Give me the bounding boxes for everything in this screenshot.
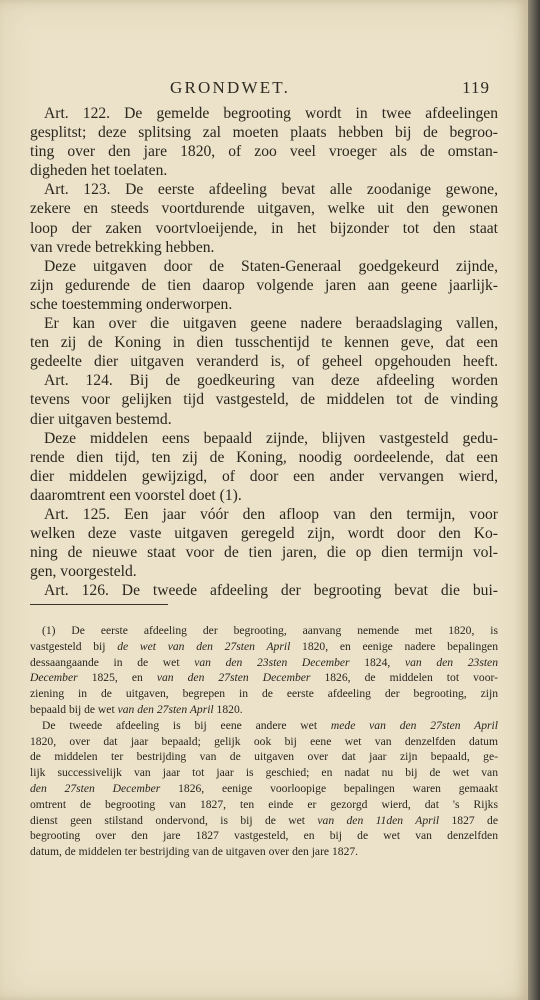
- text-line: gen, voorgesteld.: [30, 563, 137, 581]
- footnote-line: den 27sten December 1826, eenige voorloopige bepalingen waren gemaakt: [30, 781, 498, 795]
- text-line: Deze middelen eens bepaald zijnde, blijven vastgesteld gedu-: [44, 429, 498, 447]
- text-line: van vrede betrekking hebben.: [30, 238, 215, 256]
- text-line: gesplitst; deze splitsing zal moeten plaats hebben bij de begroo-: [30, 124, 498, 142]
- footnote-line: lijk successivelijk van jaar tot jaar is geschied; en nadat nu bij de wet van: [30, 766, 498, 780]
- text-line: welken deze vaste uitgaven geregeld zijn, wordt door den Ko-: [30, 525, 498, 543]
- footnote-line: De tweede afdeeling is bij eene andere wet mede van den 27sten April: [42, 718, 498, 732]
- footnote: [30, 623, 498, 860]
- text-line: daaromtrent een voorstel doet (1).: [30, 486, 242, 504]
- footnote-line: bepaald bij de wet van den 27sten April 1820.: [30, 702, 243, 716]
- text-line: ting over den jare 1820, of zoo veel vroeger als de omstan-: [30, 143, 498, 161]
- footnote-line: de middelen ter bestrijding van de uitgaven over dat jaar zijn bepaald, ge-: [30, 750, 498, 764]
- footnote-line: ziening in de uitgaven, begrepen in de eerste afdeeling der begrooting, zijn: [30, 687, 498, 701]
- text-line: ning de nieuwe staat voor de tien jaren, die op dien termijn vol-: [30, 544, 498, 562]
- footnote-line: datum, de middelen ter bestrijding van de uitgaven over den jare 1827.: [30, 845, 359, 859]
- text-line: tevens voor gelijken tijd vastgesteld, de middelen tot de vinding: [30, 391, 498, 409]
- page-number: 119: [462, 78, 490, 97]
- footnote-line: December 1825, en van den 27sten December 1826, de middelen tot voor-: [30, 671, 498, 685]
- header-title: GRONDWET.: [170, 78, 291, 97]
- footnote-line: begrooting over den jare 1827 vastgesteld, en bij de wet van denzelfden: [30, 829, 498, 843]
- text-line: Deze uitgaven door de Staten-Generaal goedgekeurd zijnde,: [44, 257, 498, 275]
- text-line: zijn gedurende de tien daarop volgende jaren aan geene jaarlijk-: [30, 276, 498, 294]
- text-line: Art. 123. De eerste afdeeling bevat alle zoodanige gewone,: [44, 181, 498, 199]
- footnote-rule: [30, 604, 168, 605]
- text-line: loop der zaken voortvloeijende, in het bijzonder tot den staat: [30, 219, 498, 237]
- footnote-line: vastgesteld bij de wet van den 27sten April 1820, en eenige nadere bepalingen: [30, 639, 498, 653]
- footnote-line: omtrent de begrooting van 1827, ten einde er gezorgd wierd, dat 's Rijks: [30, 797, 498, 811]
- text-line: Art. 126. De tweede afdeeling der begrooting bevat die bui-: [44, 582, 498, 600]
- text-line: sche toestemming onderworpen.: [30, 295, 233, 313]
- main-text: [30, 104, 498, 600]
- text-line: gedeelte dier uitgaven veranderd is, of geheel opgehouden heeft.: [30, 353, 498, 371]
- text-line: Art. 122. De gemelde begrooting wordt in twee afdeelingen: [44, 105, 498, 122]
- text-line: rende dien tijd, ten zij de Koning, noodig oordeelende, dat een: [30, 448, 498, 466]
- footnote-line: dessaangaande in de wet van den 23sten December 1824, van den 23sten: [30, 655, 498, 669]
- text-line: digheden het toelaten.: [30, 162, 168, 180]
- page-edge-shadow: [528, 0, 540, 1000]
- text-line: Er kan over die uitgaven geene nadere beraadslaging vallen,: [44, 315, 498, 333]
- text-line: Art. 124. Bij de goedkeuring van deze afdeeling worden: [44, 372, 498, 390]
- text-line: dier middelen gewijzigd, of door een ander vervangen wierd,: [30, 467, 498, 485]
- footnote-line: dienst geen stilstand ondervond, is bij de wet van den 11den April 1827 de: [30, 813, 498, 827]
- footnote-line: 1820, over dat jaar bepaald; gelijk ook bij eene wet van denzelfden datum: [30, 734, 498, 748]
- text-line: zekere en steeds voortdurende uitgaven, welke uit den gewonen: [30, 200, 498, 218]
- text-line: dier uitgaven bestemd.: [30, 410, 172, 428]
- footnote-line: (1) De eerste afdeeling der begrooting, aanvang nemende met 1820, is: [42, 624, 498, 637]
- text-line: Art. 125. Een jaar vóór den afloop van den termijn, voor: [44, 505, 498, 523]
- text-line: ten zij de Koning in dien tusschentijd te kennen geve, dat een: [30, 334, 498, 352]
